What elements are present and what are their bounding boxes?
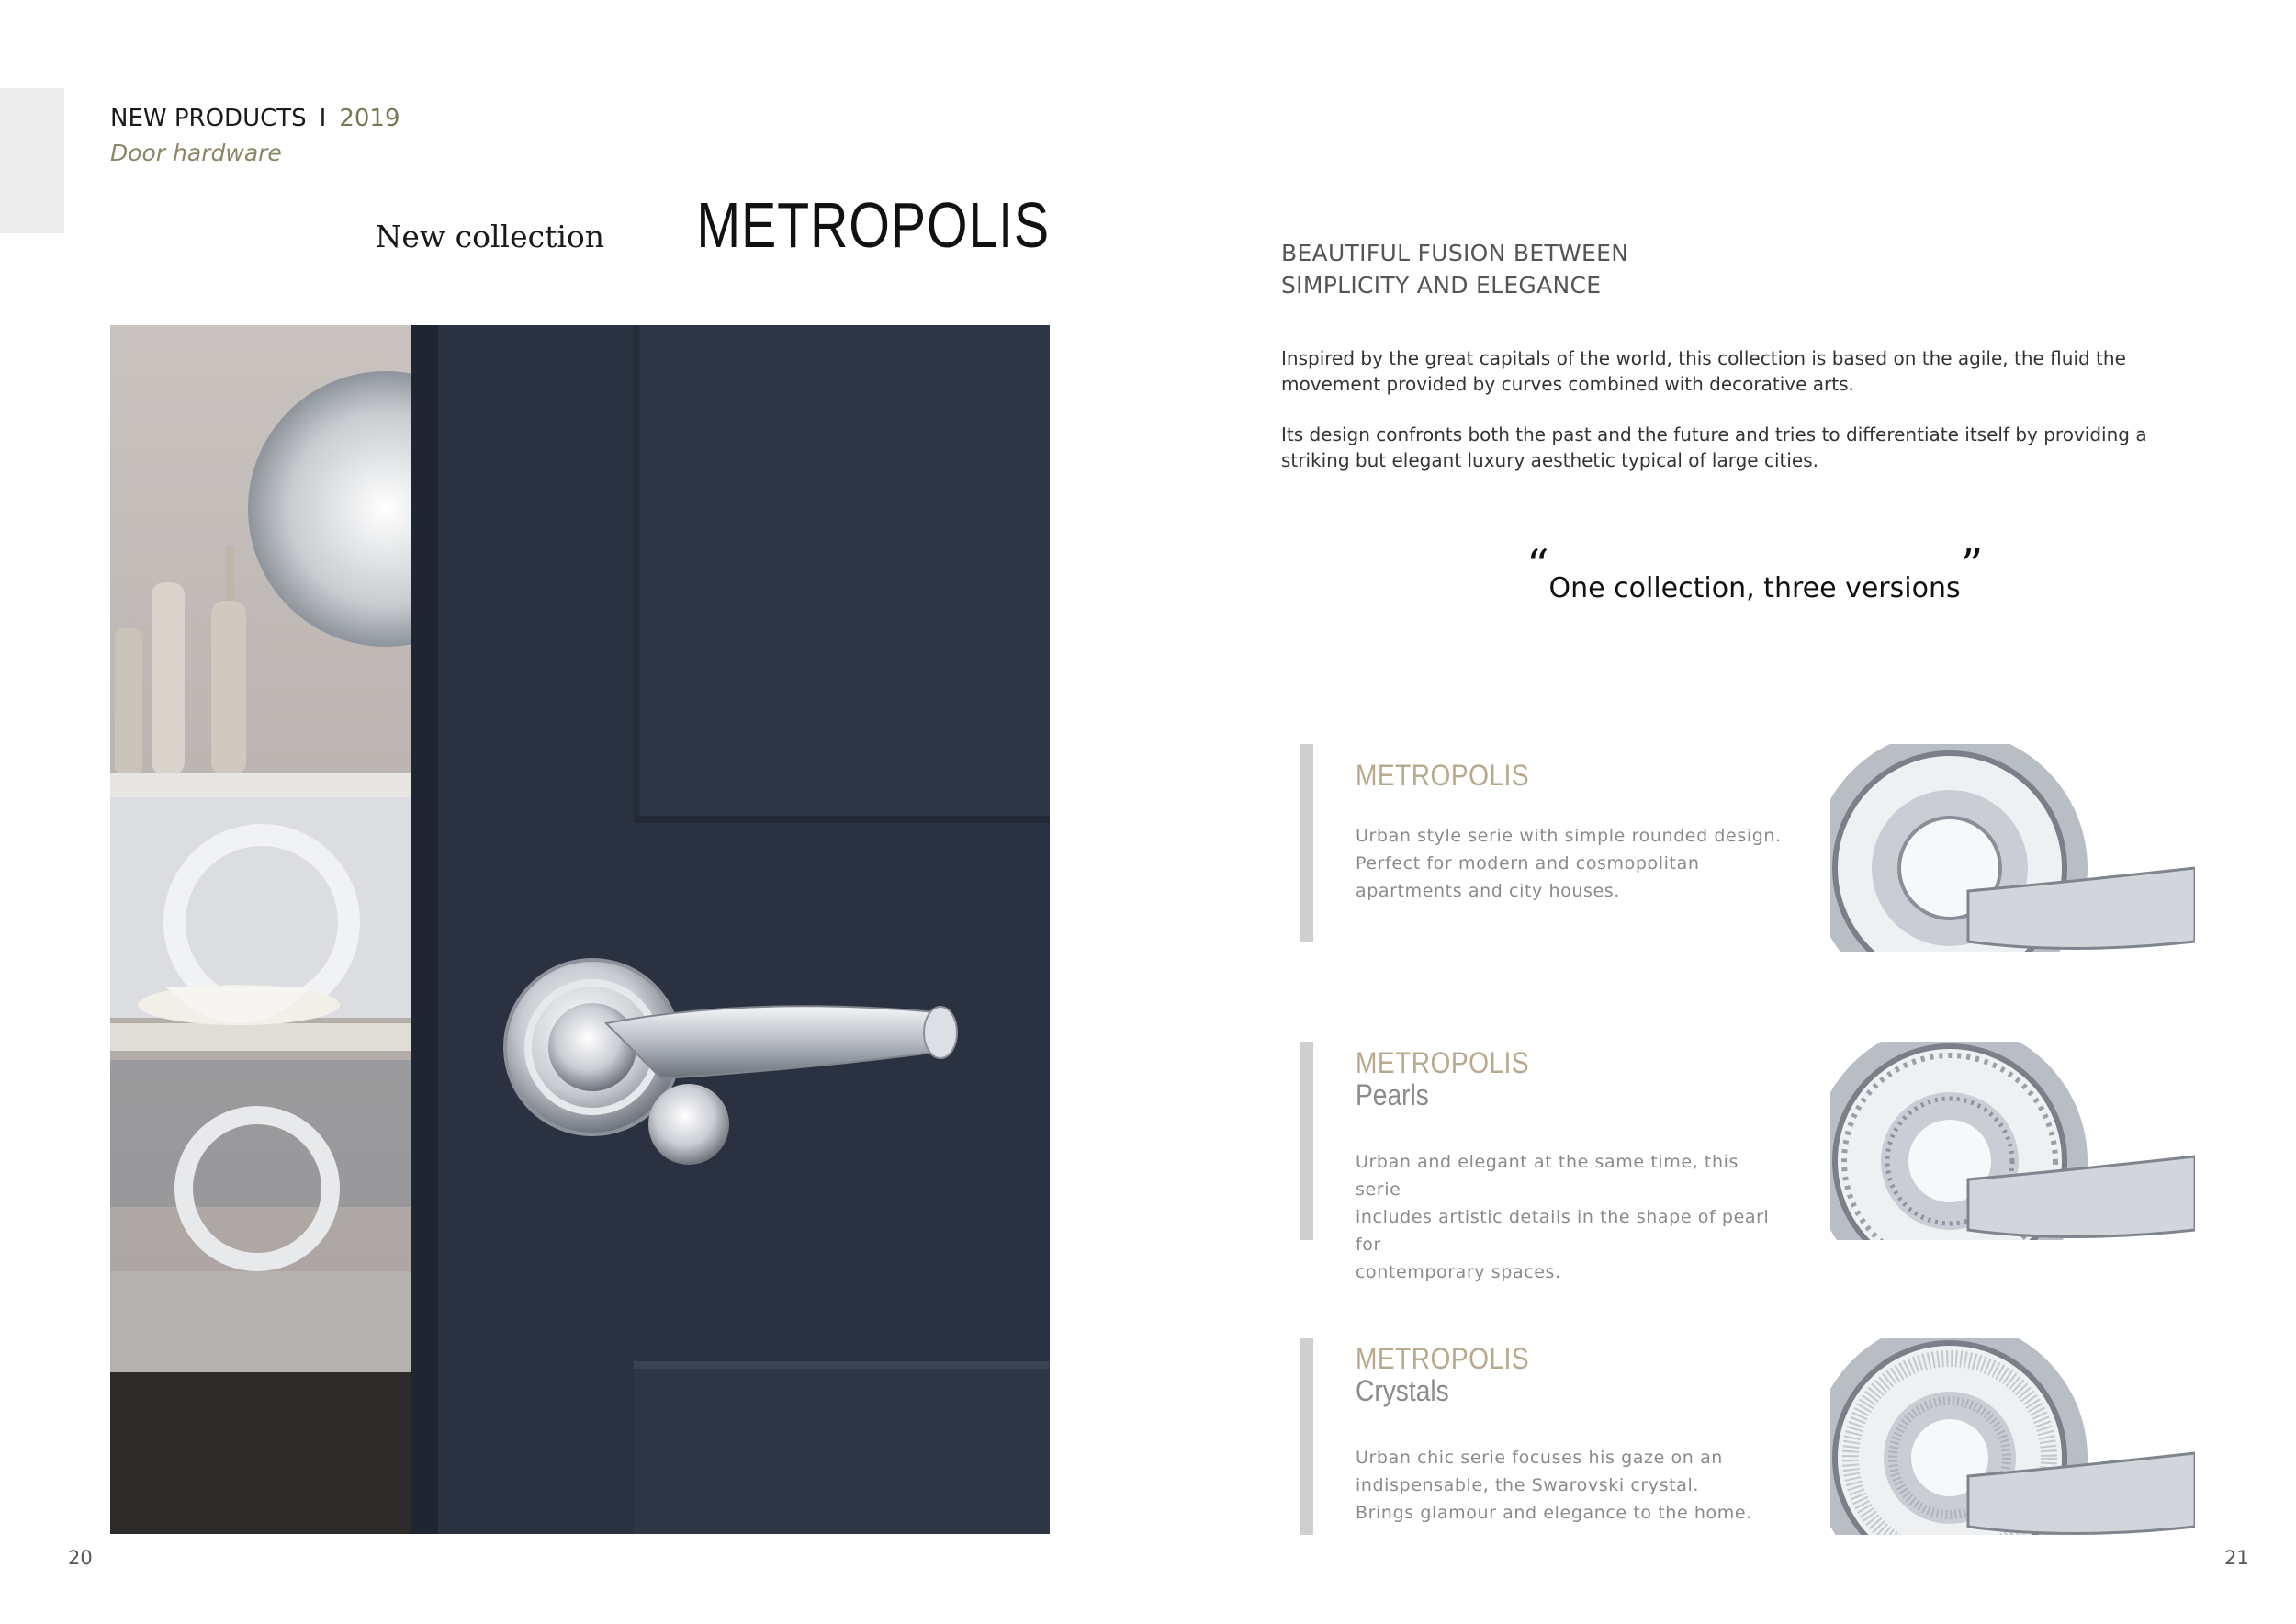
header-separator: I [319, 105, 327, 132]
section-subtitle: Door hardware [110, 140, 282, 166]
header-year: 2019 [339, 105, 400, 132]
quote-text: One collection, three versions [1548, 572, 1961, 604]
variant-subtitle: Crystals [1356, 1374, 1449, 1407]
collection-title [375, 188, 1050, 262]
variant-subtitle: Pearls [1356, 1078, 1429, 1111]
title-prefix: New collection [375, 219, 605, 254]
variant-description-line: contemporary spaces. [1356, 1262, 1561, 1282]
variant-description-line: Brings glamour and elegance to the home. [1356, 1503, 1752, 1523]
variant-accent-bar [1300, 1338, 1313, 1535]
intro-paragraph: Inspired by the great capitals of the world, this collection is based on the agile, the fluid the movement provided by curves combined with decorative arts. [1281, 347, 2126, 395]
tagline [1281, 237, 1628, 301]
variant-description-line: Urban style serie with simple rounded design. [1356, 826, 1782, 846]
title-name: METROPOLIS [696, 189, 1050, 261]
variant-description-line: apartments and city houses. [1356, 881, 1620, 901]
variant-title: METROPOLIS [1356, 1046, 1530, 1079]
variant-title: METROPOLIS [1356, 759, 1530, 792]
pull-quote [1526, 540, 1984, 608]
variant-description-line: indispensable, the Swarovski crystal. [1356, 1475, 1699, 1495]
quote-close-mark: ” [1960, 540, 1984, 592]
variant-accent-bar [1300, 1042, 1313, 1240]
page-number-left: 20 [68, 1547, 93, 1569]
variant-description [1356, 822, 1787, 905]
variant-description-line: includes artistic details in the shape of pearl for [1356, 1207, 1770, 1255]
variant-title: METROPOLIS [1356, 1342, 1530, 1375]
page-number-right: 21 [2224, 1547, 2249, 1569]
metropolis-crystals-handle-image [1830, 1338, 2195, 1535]
section-header [110, 105, 400, 132]
tagline-line: BEAUTIFUL FUSION BETWEEN [1281, 240, 1629, 266]
section-label: NEW PRODUCTS [110, 105, 307, 132]
variant-description [1356, 1148, 1787, 1286]
quote-open-mark: “ [1526, 540, 1549, 592]
tagline-line: SIMPLICITY AND ELEGANCE [1281, 272, 1602, 299]
variant-description-line: Urban and elegant at the same time, this serie [1356, 1152, 1739, 1200]
door-handle-photo [110, 325, 1050, 1534]
variant-accent-bar [1300, 744, 1313, 942]
variant-description-line: Perfect for modern and cosmopolitan [1356, 853, 1700, 874]
metropolis-handle-image [1830, 744, 2195, 952]
page-tab-marker [0, 88, 64, 233]
variant-description-line: Urban chic serie focuses his gaze on an [1356, 1448, 1723, 1468]
intro-paragraph: Its design confronts both the past and the future and tries to differentiate itself by providing a striking but elegant luxury aesthetic typical of large cities. [1281, 423, 2147, 471]
metropolis-pearls-handle-image [1830, 1042, 2195, 1240]
variant-description [1356, 1444, 1787, 1527]
